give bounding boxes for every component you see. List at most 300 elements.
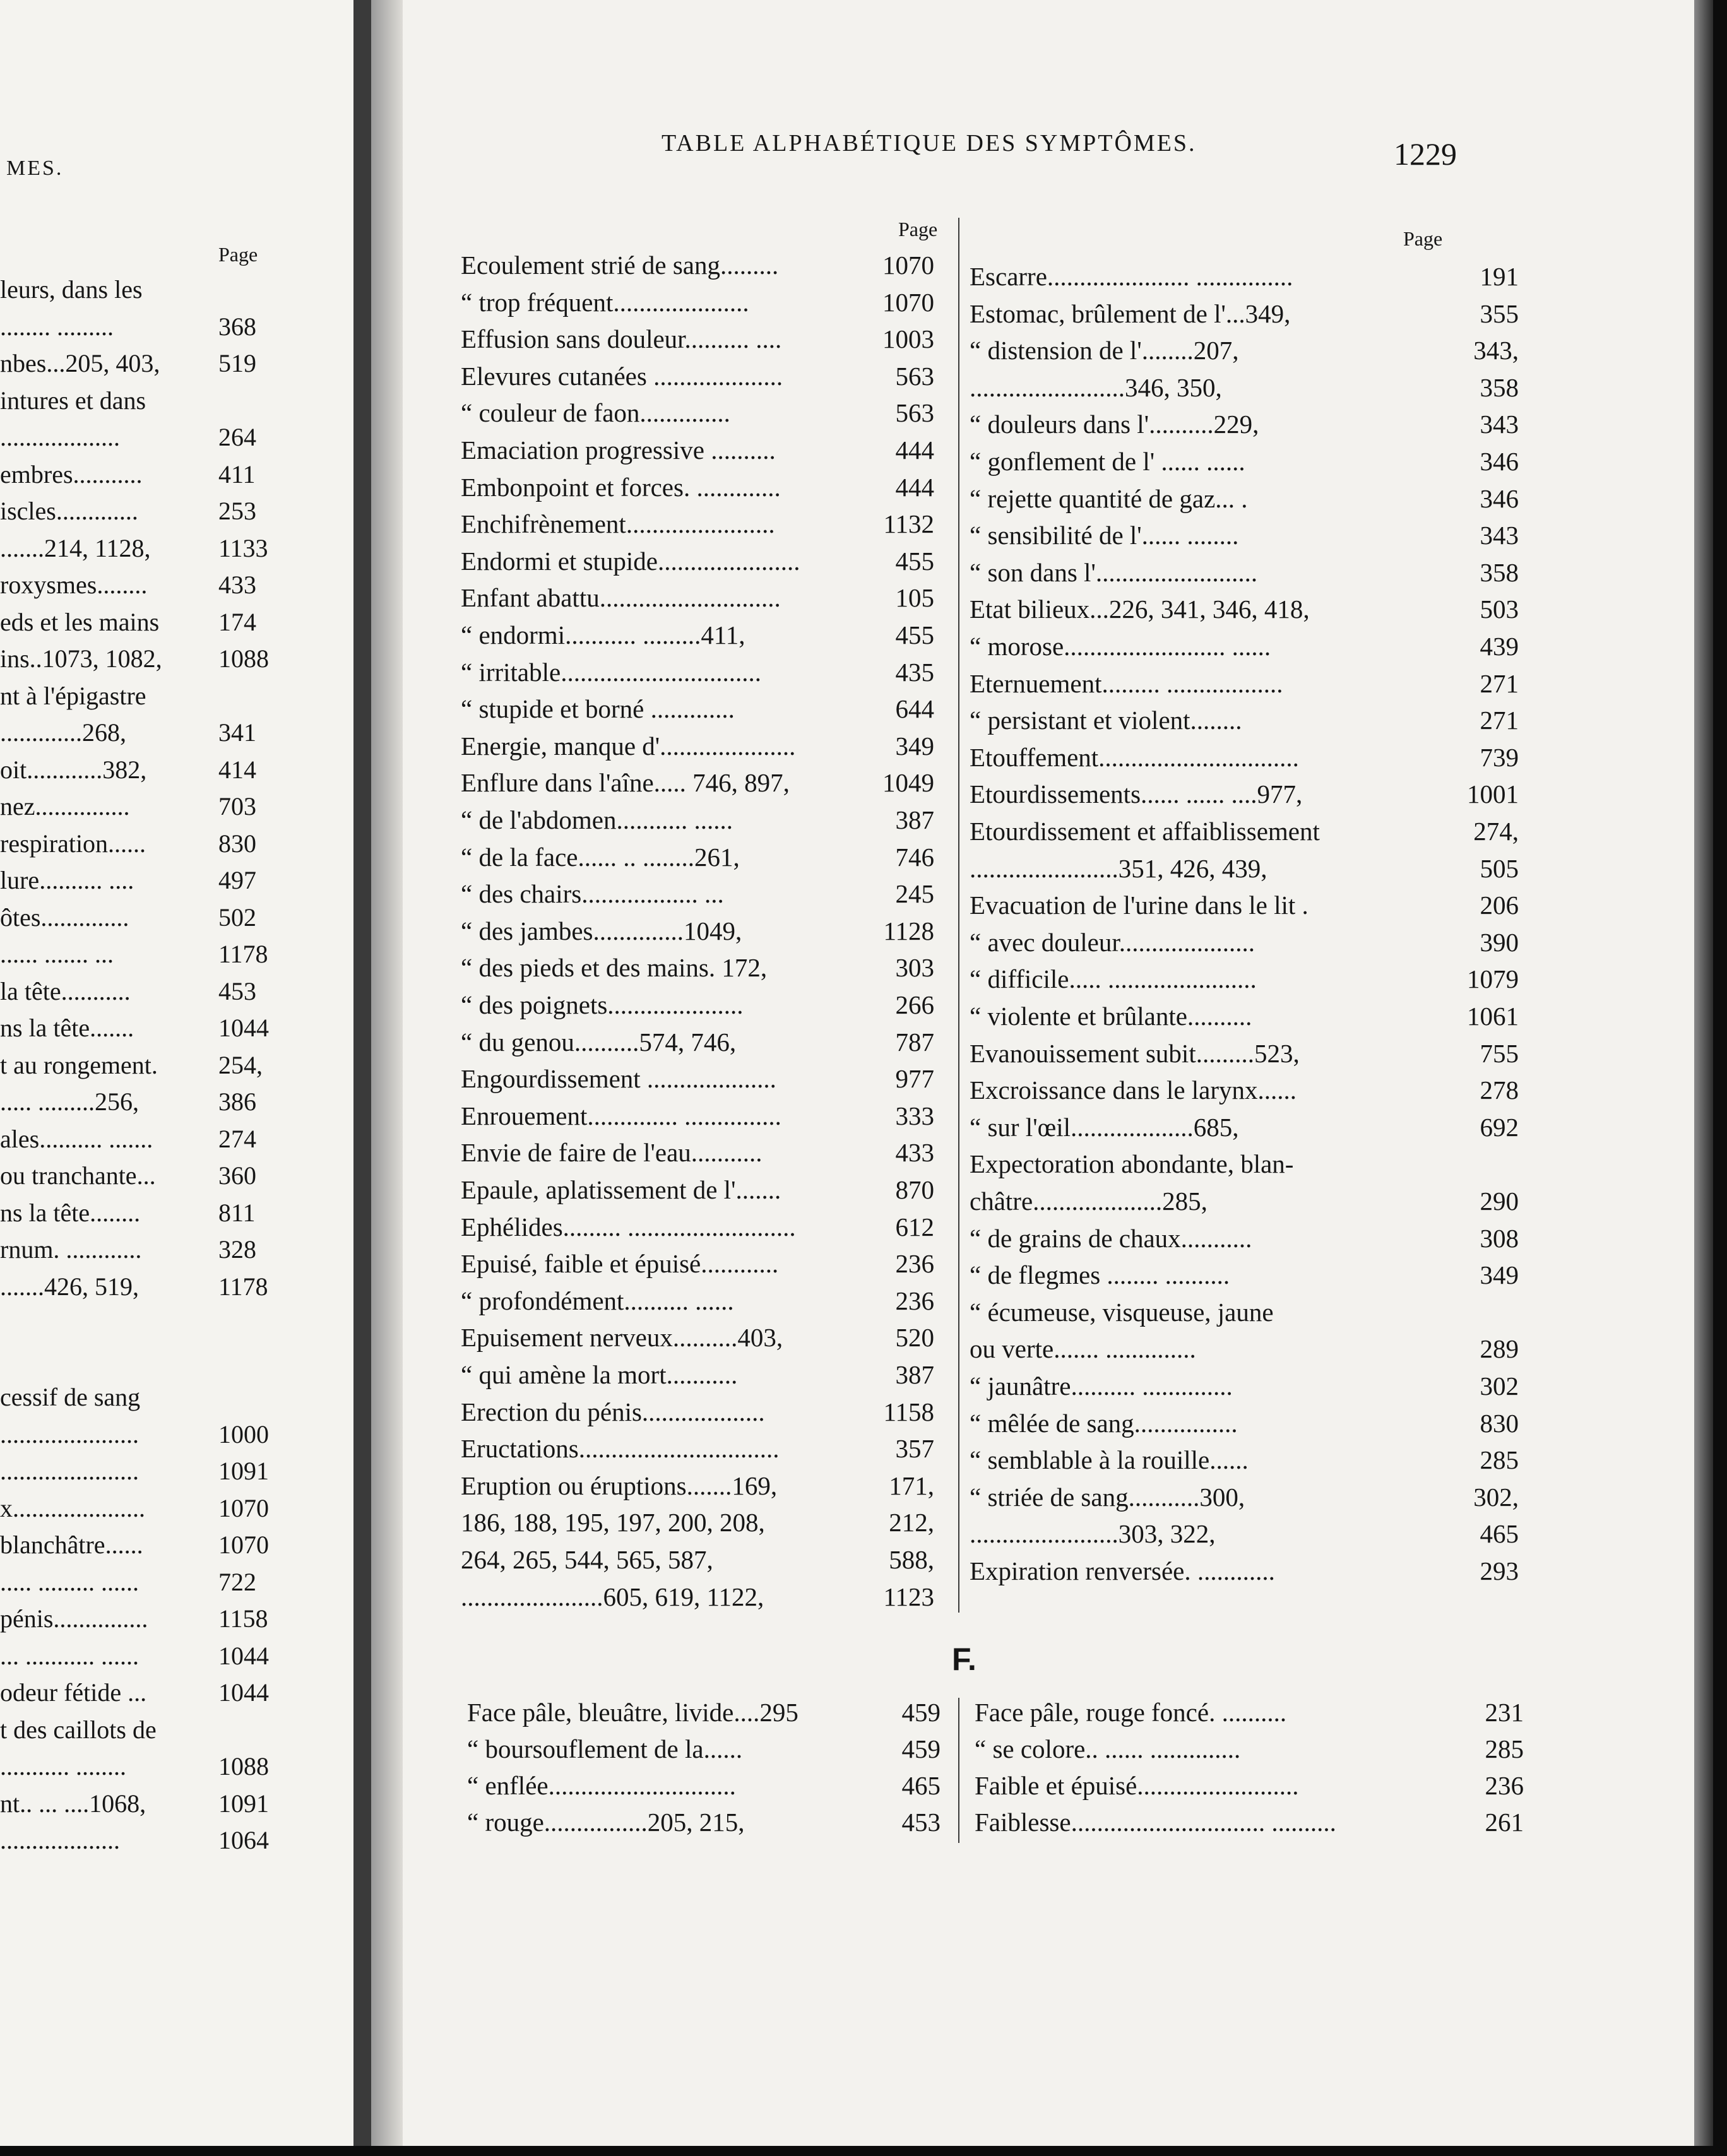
index-entry (461, 691, 934, 726)
entry-text: Etat bilieux...226, 341, 346, 418, (970, 595, 1310, 624)
left-entry-text: ns la tête........ (0, 1198, 141, 1227)
entry-text: Ecoulement strié de sang......... (461, 251, 779, 280)
entry-page-ref: 236 (895, 1249, 934, 1279)
entry-page-ref: 346 (1480, 447, 1519, 476)
left-entry-page-ref: 1178 (218, 1272, 268, 1301)
entry-page-ref: 387 (895, 805, 934, 834)
index-entry (970, 370, 1519, 405)
left-entry-page-ref: 1133 (218, 533, 268, 562)
left-entry-page-ref: 174 (218, 607, 256, 636)
index-entry (461, 913, 934, 949)
index-entry (970, 1294, 1519, 1330)
index-entry (461, 1061, 934, 1096)
entry-page-ref: 357 (895, 1434, 934, 1464)
entry-text: Faiblesse.............................. .......... (975, 1808, 1336, 1837)
left-page-column-label: Page (218, 243, 258, 266)
entry-text: “ semblable à la rouille...... (970, 1445, 1249, 1475)
index-entry (461, 1320, 934, 1355)
left-entry-text: .......426, 519, (0, 1272, 139, 1301)
entry-text: “ de l'abdomen........... ...... (461, 805, 733, 834)
entry-text: “ des poignets..................... (461, 990, 744, 1019)
entry-text: “ des chairs.................. ... (461, 879, 724, 909)
index-entry (467, 1731, 941, 1767)
left-entry-page-ref: 1000 (218, 1419, 269, 1448)
index-entry (461, 1357, 934, 1392)
left-entry-page-ref: 830 (218, 829, 256, 858)
index-entry (461, 839, 934, 875)
entry-text: “ se colore.. ...... .............. (975, 1734, 1241, 1763)
entry-page-ref: 1001 (1467, 779, 1519, 809)
index-entry (975, 1804, 1524, 1840)
left-entry-text: ...................... (0, 1457, 139, 1485)
index-entry (461, 728, 934, 764)
entry-page-ref: 503 (1480, 595, 1519, 624)
index-entry (970, 1479, 1519, 1515)
left-entry-page-ref: 1044 (218, 1014, 269, 1042)
entry-page-ref: 355 (1480, 299, 1519, 328)
left-entry-page-ref: 264 (218, 423, 256, 451)
index-entry (461, 358, 934, 394)
index-entry (970, 851, 1519, 886)
index-entry (970, 1368, 1519, 1404)
entry-page-ref: 746 (895, 842, 934, 872)
entry-page-ref: 563 (895, 398, 934, 428)
left-entry-page-ref: 1091 (218, 1789, 269, 1818)
entry-text: “ morose......................... ...... (970, 632, 1271, 661)
left-entry-page-ref: 502 (218, 903, 256, 932)
index-entry (970, 1516, 1519, 1551)
index-entry (461, 802, 934, 838)
index-entry (970, 776, 1519, 812)
left-entry-text: ..... ......... ...... (0, 1567, 139, 1596)
entry-page-ref: 459 (901, 1698, 941, 1727)
entry-text: “ des pieds et des mains. 172, (461, 953, 768, 983)
entry-page-ref: 444 (895, 472, 934, 502)
entry-page-ref: 588, (889, 1545, 934, 1574)
left-entry-text: leurs, dans les (0, 275, 143, 304)
index-entry (461, 543, 934, 579)
index-entry (970, 1221, 1519, 1256)
index-entry (970, 1257, 1519, 1293)
entry-page-ref: 1070 (882, 251, 934, 280)
entry-page-ref: 290 (1480, 1187, 1519, 1216)
page-edge-shadow (1694, 0, 1713, 2146)
index-entry (461, 1283, 934, 1318)
entry-page-ref: 739 (1480, 742, 1519, 772)
index-entry (461, 1246, 934, 1281)
entry-text: Elevures cutanées .................... (461, 361, 783, 391)
index-entry (461, 1468, 934, 1503)
entry-text: Enchifrènement....................... (461, 509, 775, 539)
entry-text: “ écumeuse, visqueuse, jaune (970, 1297, 1274, 1327)
entry-text: 264, 265, 544, 565, 587, (461, 1545, 713, 1574)
running-head: TABLE ALPHABÉTIQUE DES SYMPTÔMES. (662, 130, 1197, 157)
index-entry (461, 470, 934, 505)
entry-page-ref: 245 (895, 879, 934, 909)
left-entry-text: lure.......... .... (0, 866, 134, 894)
entry-page-ref: 453 (901, 1808, 941, 1837)
entry-text: Eructations............................... (461, 1434, 780, 1464)
entry-page-ref: 346 (1480, 483, 1519, 513)
entry-text: Estomac, brûlement de l'...349, (970, 299, 1291, 328)
entry-text: Etourdissements...... ...... ....977, (970, 779, 1303, 809)
entry-page-ref: 465 (901, 1771, 941, 1800)
entry-text: Enfant abattu............................ (461, 583, 781, 613)
entry-text: ou verte....... .............. (970, 1334, 1196, 1364)
entry-text: Erection du pénis................... (461, 1397, 765, 1426)
entry-text: Expectoration abondante, blan- (970, 1149, 1294, 1179)
index-entry (461, 950, 934, 985)
entry-text: “ distension de l'........207, (970, 336, 1239, 365)
right-page (403, 0, 1694, 2146)
left-entry-text: iscles............. (0, 497, 138, 525)
entry-page-ref: 293 (1480, 1556, 1519, 1585)
entry-page-ref: 333 (895, 1101, 934, 1130)
entry-text: “ jaunâtre.......... .............. (970, 1371, 1233, 1401)
entry-page-ref: 206 (1480, 891, 1519, 920)
index-entry (461, 1542, 934, 1577)
index-entry (970, 1146, 1519, 1182)
left-entry-page-ref: 1088 (218, 1752, 269, 1780)
left-entry-page-ref: 1064 (218, 1826, 269, 1854)
left-entry-page-ref: 1158 (218, 1604, 268, 1633)
entry-text: châtre....................285, (970, 1187, 1208, 1216)
entry-page-ref: 308 (1480, 1223, 1519, 1253)
entry-page-ref: 1158 (883, 1397, 934, 1426)
left-entry-text: ................... (0, 1826, 120, 1854)
left-entry-text: ........... ........ (0, 1752, 126, 1780)
index-entry (975, 1768, 1524, 1803)
left-entry-text: nt.. ... ....1068, (0, 1789, 146, 1818)
index-entry (467, 1804, 941, 1840)
left-entry-text: t au rongement. (0, 1050, 158, 1079)
entry-text: “ rouge................205, 215, (467, 1808, 745, 1837)
entry-text: “ rejette quantité de gaz... . (970, 483, 1248, 513)
entry-text: Endormi et stupide...................... (461, 546, 800, 576)
entry-page-ref: 236 (895, 1286, 934, 1315)
entry-text: “ son dans l'......................... (970, 557, 1258, 587)
entry-text: Etourdissement et affaiblissement (970, 817, 1320, 846)
left-entry-page-ref: 328 (218, 1235, 256, 1264)
entry-text: Ephélides......... .......................... (461, 1212, 796, 1241)
entry-text: 186, 188, 195, 197, 200, 208, (461, 1508, 765, 1537)
index-entry (461, 247, 934, 283)
entry-page-ref: 1128 (883, 916, 934, 945)
index-entry (461, 432, 934, 468)
index-entry (970, 887, 1519, 923)
index-entry (970, 740, 1519, 775)
index-entry (970, 961, 1519, 997)
entry-text: “ du genou..........574, 746, (461, 1027, 737, 1057)
index-entry (461, 1579, 934, 1614)
entry-text: Energie, manque d'..................... (461, 731, 796, 761)
entry-text: “ qui amène la mort........... (461, 1360, 738, 1389)
index-entry (461, 1098, 934, 1134)
index-entry (461, 876, 934, 911)
index-entry (461, 285, 934, 320)
index-entry (970, 1442, 1519, 1478)
entry-text: Faible et épuisé......................... (975, 1771, 1299, 1800)
entry-text: Escarre...................... ............... (970, 262, 1293, 291)
entry-page-ref: 1061 (1467, 1002, 1519, 1031)
index-entry (970, 666, 1519, 701)
entry-page-ref: 644 (895, 694, 934, 724)
left-entry-text: rnum. ............ (0, 1235, 142, 1264)
index-entry (461, 1209, 934, 1245)
index-entry (461, 617, 934, 653)
entry-page-ref: 343 (1480, 521, 1519, 550)
entry-text: Etouffement............................... (970, 742, 1299, 772)
entry-text: “ striée de sang...........300, (970, 1482, 1245, 1512)
entry-page-ref: 459 (901, 1734, 941, 1763)
left-entry-page-ref: 519 (218, 349, 256, 377)
index-entry (970, 1183, 1519, 1219)
left-page-header: MES. (6, 157, 64, 180)
entry-page-ref: 465 (1480, 1519, 1519, 1549)
entry-page-ref: 1123 (883, 1582, 934, 1611)
entry-text: Enflure dans l'aîne..... 746, 897, (461, 768, 790, 798)
left-entry-text: ........ ......... (0, 312, 114, 341)
entry-page-ref: 563 (895, 361, 934, 391)
index-entry (461, 1431, 934, 1466)
left-page (0, 0, 353, 2146)
entry-text: Eternuement......... .................. (970, 668, 1283, 698)
left-entry-page-ref: 274 (218, 1124, 256, 1153)
entry-page-ref: 612 (895, 1212, 934, 1241)
entry-text: Epuisement nerveux..........403, (461, 1323, 783, 1353)
index-entry (970, 1331, 1519, 1366)
entry-text: “ mêlée de sang................ (970, 1408, 1238, 1438)
left-entry-text: intures et dans (0, 386, 146, 415)
entry-text: “ de flegmes ........ .......... (970, 1260, 1230, 1290)
entry-text: “ endormi........... .........411, (461, 620, 745, 649)
left-entry-text: roxysmes........ (0, 571, 148, 599)
entry-text: Emaciation progressive .......... (461, 435, 776, 465)
left-entry-text: .......214, 1128, (0, 533, 151, 562)
entry-text: Expiration renversée. ............ (970, 1556, 1275, 1585)
index-entry (970, 518, 1519, 553)
left-entry-page-ref: 1178 (218, 940, 268, 968)
entry-text: “ avec douleur..................... (970, 927, 1255, 957)
entry-page-ref: 212, (889, 1508, 934, 1537)
left-entry-page-ref: 1070 (218, 1531, 269, 1559)
entry-text: Evacuation de l'urine dans le lit . (970, 891, 1309, 920)
index-entry (461, 395, 934, 430)
entry-page-ref: 289 (1480, 1334, 1519, 1364)
entry-page-ref: 1049 (882, 768, 934, 798)
index-entry (970, 1036, 1519, 1071)
index-entry (970, 998, 1519, 1034)
page-column-label-right: Page (1403, 227, 1443, 250)
entry-page-ref: 505 (1480, 853, 1519, 883)
entry-text: Enrouement.............. ............... (461, 1101, 781, 1130)
index-entry (461, 654, 934, 690)
left-entry-page-ref: 253 (218, 497, 256, 525)
book-gutter (353, 0, 371, 2146)
entry-page-ref: 105 (895, 583, 934, 613)
entry-page-ref: 349 (1480, 1260, 1519, 1290)
entry-text: Face pâle, bleuâtre, livide....295 (467, 1698, 798, 1727)
left-entry-text: oit............382, (0, 755, 147, 784)
entry-text: “ douleurs dans l'..........229, (970, 410, 1259, 439)
index-entry (970, 481, 1519, 516)
entry-text: “ sensibilité de l'...... ........ (970, 521, 1239, 550)
entry-text: Epaule, aplatissement de l'....... (461, 1175, 781, 1204)
entry-text: “ gonflement de l' ...... ...... (970, 447, 1245, 476)
entry-text: Excroissance dans le larynx...... (970, 1075, 1297, 1105)
left-entry-text: embres........... (0, 459, 143, 489)
left-entry-text: ... ........... ...... (0, 1641, 139, 1670)
page-column-label-left: Page (898, 218, 938, 240)
left-entry-page-ref: 360 (218, 1161, 256, 1190)
index-entry (461, 1024, 934, 1060)
index-entry (461, 765, 934, 800)
left-entry-text: pénis............... (0, 1604, 148, 1633)
left-entry-text: ...... ....... ... (0, 940, 114, 968)
left-entry-page-ref: 453 (218, 976, 256, 1005)
entry-text: .......................303, 322, (970, 1519, 1216, 1549)
index-entry (970, 259, 1519, 294)
index-entry (970, 1406, 1519, 1441)
left-entry-text: cessif de sang (0, 1383, 141, 1411)
left-entry-text: ins..1073, 1082, (0, 644, 162, 673)
entry-text: Effusion sans douleur.......... .... (461, 324, 782, 354)
entry-page-ref: 692 (1480, 1112, 1519, 1142)
index-entry (461, 506, 934, 542)
entry-text: “ boursouflement de la...... (467, 1734, 743, 1763)
left-entry-page-ref: 497 (218, 866, 256, 894)
entry-text: “ trop fréquent..................... (461, 287, 749, 317)
left-entry-text: blanchâtre...... (0, 1531, 143, 1559)
entry-page-ref: 444 (895, 435, 934, 465)
index-entry (970, 1110, 1519, 1145)
entry-page-ref: 261 (1485, 1808, 1524, 1837)
index-entry (461, 580, 934, 615)
left-entry-page-ref: 254, (218, 1050, 263, 1079)
page-curl-shadow (371, 0, 403, 2146)
left-entry-text: respiration...... (0, 829, 146, 858)
entry-page-ref: 302, (1473, 1482, 1519, 1512)
left-entry-text: ..... .........256, (0, 1087, 139, 1116)
entry-page-ref: 302 (1480, 1371, 1519, 1401)
entry-page-ref: 455 (895, 620, 934, 649)
index-entry (975, 1731, 1524, 1767)
left-entry-text: odeur fétide ... (0, 1678, 147, 1707)
entry-page-ref: 1132 (883, 509, 934, 539)
entry-page-ref: 1003 (882, 324, 934, 354)
entry-text: ........................346, 350, (970, 372, 1222, 402)
index-entry (970, 814, 1519, 849)
left-entry-text: x..................... (0, 1493, 145, 1522)
section-letter: F. (952, 1642, 976, 1677)
entry-page-ref: 271 (1480, 706, 1519, 735)
entry-text: “ enflée............................. (467, 1771, 736, 1800)
left-entry-text: .............268, (0, 718, 126, 747)
index-entry (461, 1505, 934, 1540)
left-entry-page-ref: 811 (218, 1198, 256, 1227)
column-rule (958, 218, 959, 1613)
left-entry-page-ref: 722 (218, 1567, 256, 1596)
left-entry-page-ref: 341 (218, 718, 256, 747)
left-entry-text: nbes...205, 403, (0, 349, 160, 377)
entry-page-ref: 787 (895, 1027, 934, 1057)
entry-page-ref: 455 (895, 546, 934, 576)
entry-page-ref: 435 (895, 657, 934, 687)
entry-page-ref: 349 (895, 731, 934, 761)
entry-text: “ irritable............................... (461, 657, 761, 687)
left-entry-page-ref: 1091 (218, 1457, 269, 1485)
entry-text: “ persistant et violent........ (970, 706, 1242, 735)
entry-page-ref: 358 (1480, 557, 1519, 587)
entry-page-ref: 439 (1480, 632, 1519, 661)
entry-page-ref: 977 (895, 1064, 934, 1094)
index-entry (461, 1394, 934, 1430)
entry-page-ref: 171, (889, 1471, 934, 1500)
index-entry (970, 591, 1519, 627)
left-entry-page-ref: 414 (218, 755, 256, 784)
left-entry-text: nez............... (0, 792, 130, 820)
entry-page-ref: 830 (1480, 1408, 1519, 1438)
entry-text: Evanouissement subit.........523, (970, 1038, 1300, 1068)
index-entry (970, 333, 1519, 368)
entry-page-ref: 236 (1485, 1771, 1524, 1800)
entry-text: “ violente et brûlante.......... (970, 1002, 1252, 1031)
entry-text: ......................605, 619, 1122, (461, 1582, 764, 1611)
index-entry (461, 1135, 934, 1170)
index-entry (975, 1695, 1524, 1730)
entry-text: .......................351, 426, 439, (970, 853, 1267, 883)
entry-text: Envie de faire de l'eau........... (461, 1138, 763, 1168)
column-rule-f (958, 1698, 959, 1843)
left-entry-page-ref: 368 (218, 312, 256, 341)
page-number: 1229 (1394, 136, 1457, 172)
entry-text: Face pâle, rouge foncé. .......... (975, 1698, 1287, 1727)
index-entry (970, 1553, 1519, 1589)
entry-page-ref: 285 (1485, 1734, 1524, 1763)
entry-text: Epuisé, faible et épuisé............ (461, 1249, 779, 1279)
entry-page-ref: 433 (895, 1138, 934, 1168)
index-entry (970, 629, 1519, 664)
left-entry-page-ref: 411 (218, 459, 256, 489)
left-entry-text: la tête........... (0, 976, 131, 1005)
index-entry (970, 702, 1519, 738)
entry-page-ref: 278 (1480, 1075, 1519, 1105)
entry-page-ref: 271 (1480, 668, 1519, 698)
left-entry-page-ref: 1044 (218, 1641, 269, 1670)
entry-page-ref: 191 (1480, 262, 1519, 291)
left-entry-text: eds et les mains (0, 607, 160, 636)
left-entry-page-ref: 1088 (218, 644, 269, 673)
entry-text: “ des jambes..............1049, (461, 916, 742, 945)
entry-page-ref: 870 (895, 1175, 934, 1204)
entry-page-ref: 231 (1485, 1698, 1524, 1727)
left-entry-page-ref: 703 (218, 792, 256, 820)
index-entry (467, 1695, 941, 1730)
index-entry (970, 1072, 1519, 1108)
index-entry (461, 987, 934, 1022)
left-entry-text: ...................... (0, 1419, 139, 1448)
entry-text: Engourdissement .................... (461, 1064, 776, 1094)
entry-text: “ de la face...... .. ........261, (461, 842, 740, 872)
left-entry-text: ales.......... ....... (0, 1124, 153, 1153)
entry-page-ref: 274, (1473, 817, 1519, 846)
index-entry (970, 406, 1519, 442)
index-entry (970, 296, 1519, 331)
index-entry (461, 321, 934, 357)
entry-page-ref: 390 (1480, 927, 1519, 957)
index-entry (970, 444, 1519, 479)
entry-page-ref: 303 (895, 953, 934, 983)
